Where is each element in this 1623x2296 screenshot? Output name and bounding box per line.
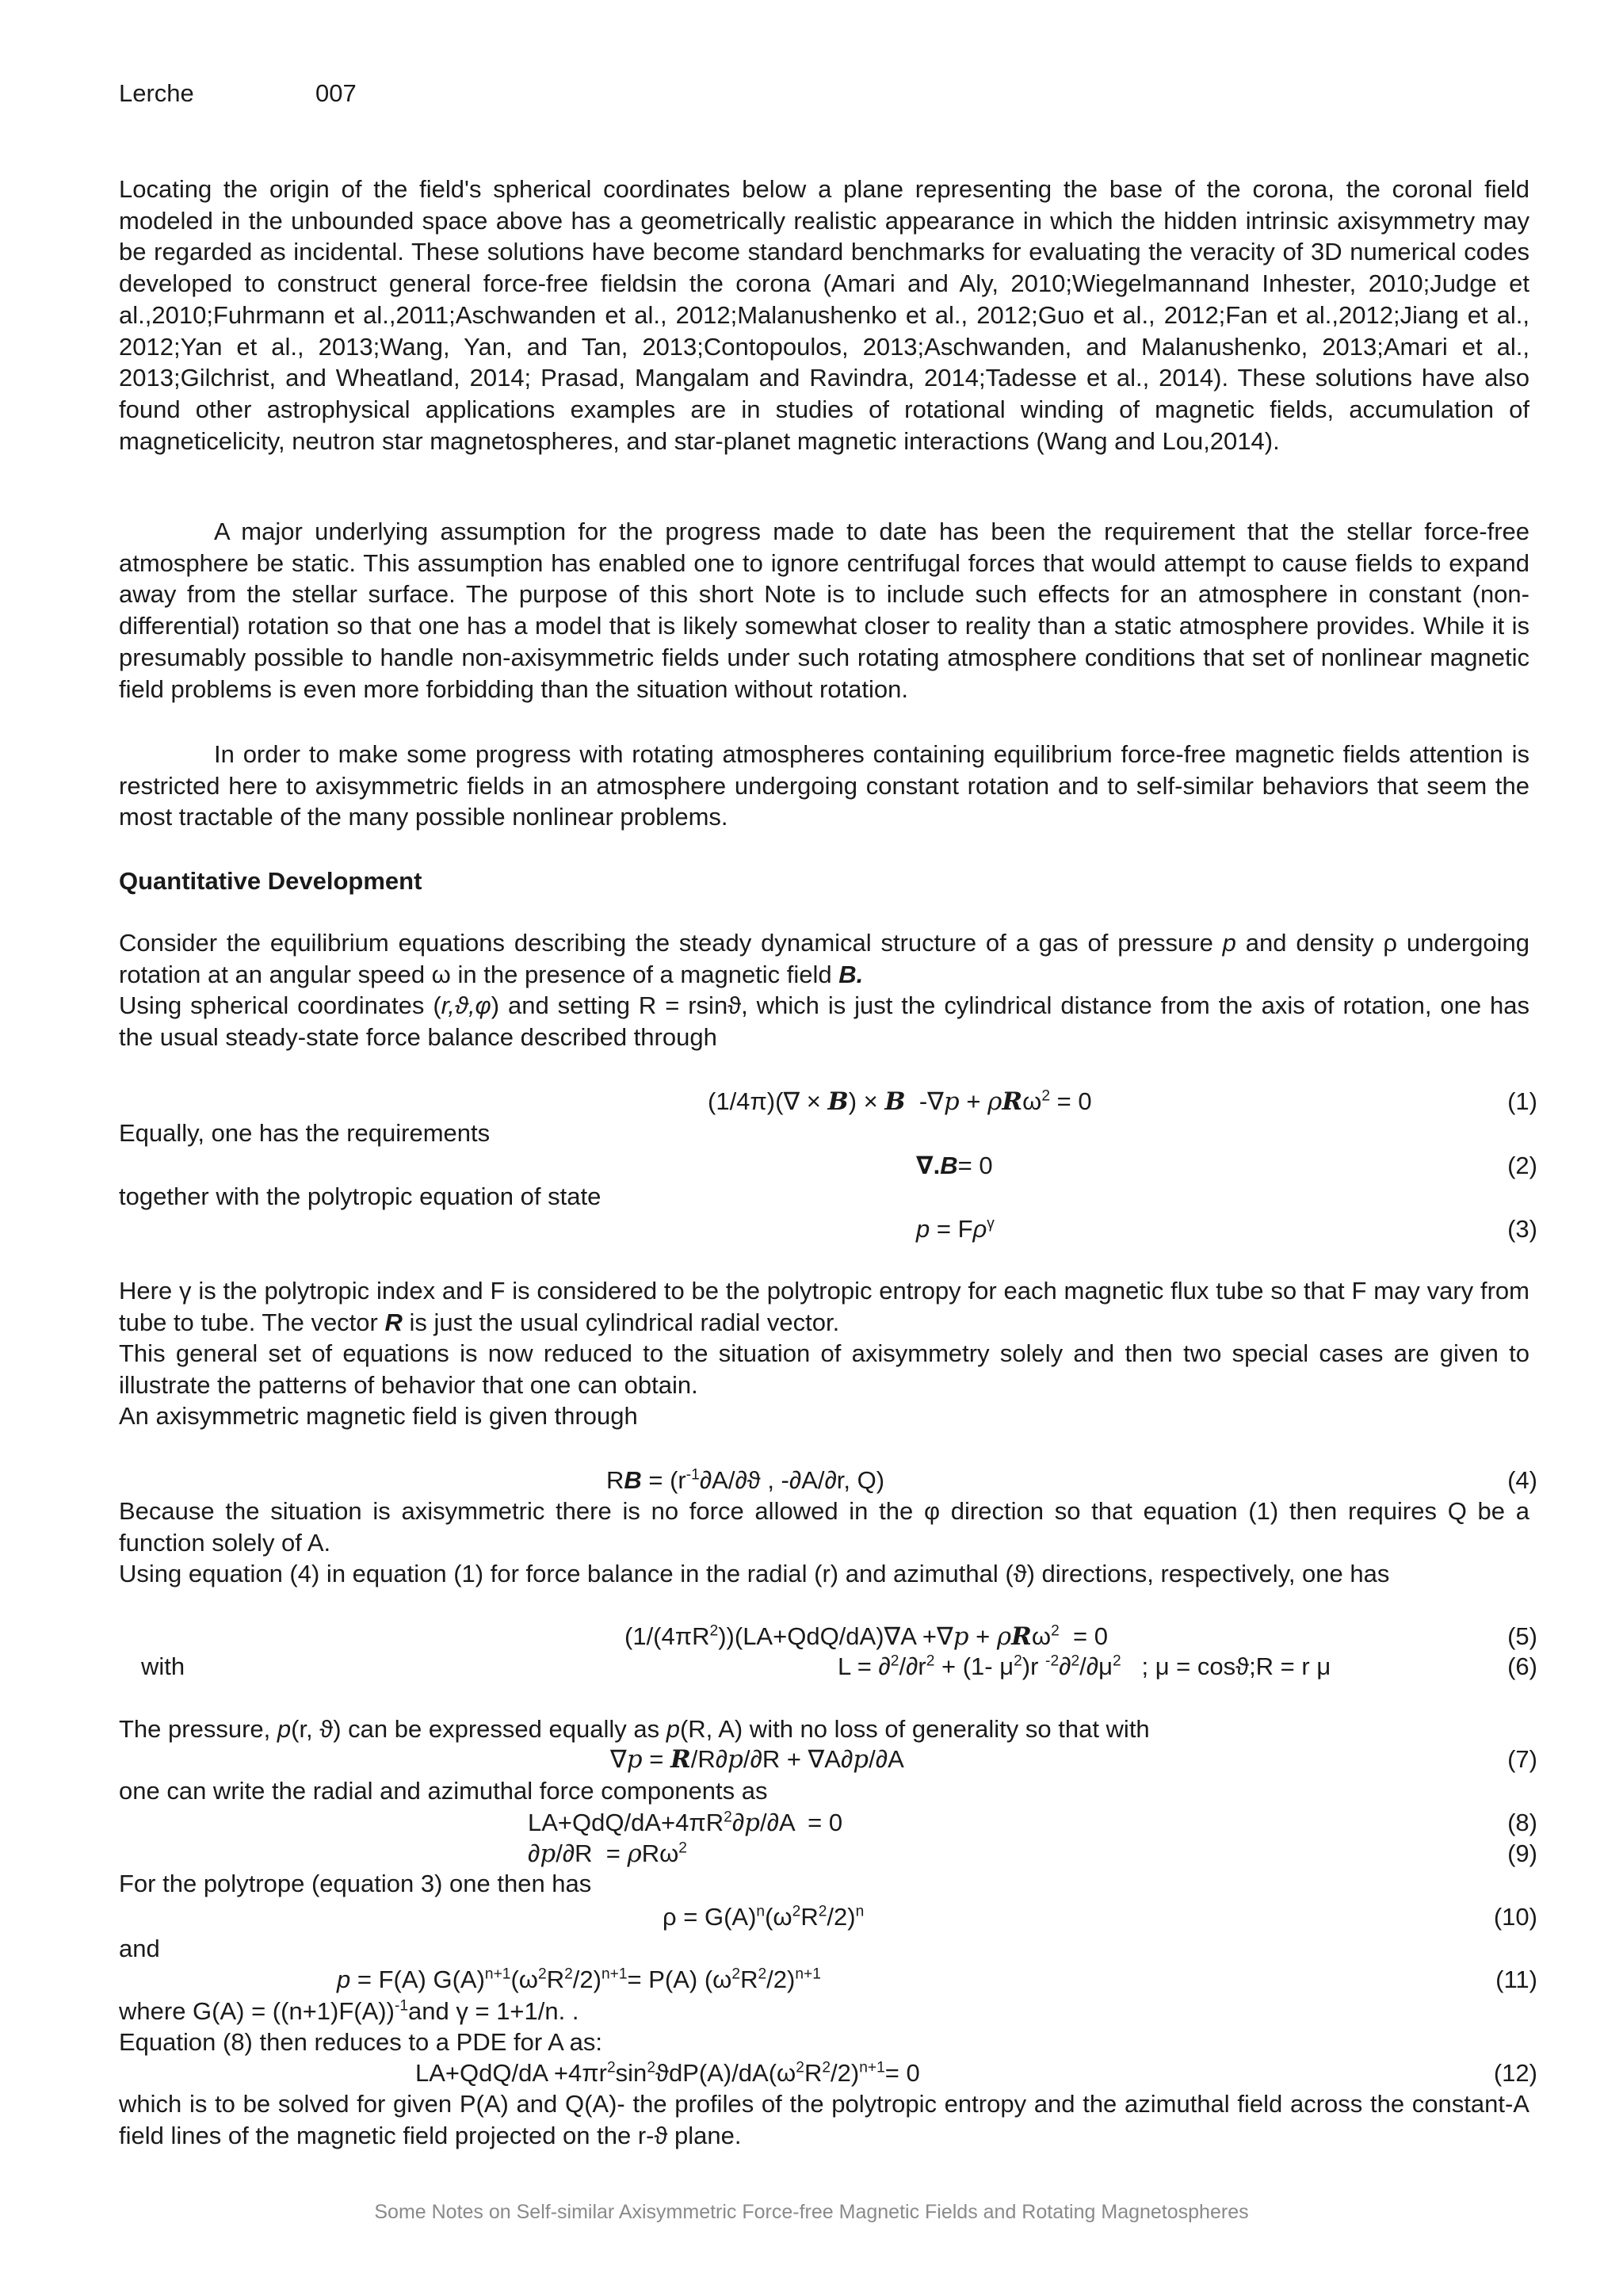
paragraph-general: This general set of equations is now reduced to the situation of axisymmetry solely and then two special cases are given to illustrate the patterns of behavior that one can obtain. [119, 1339, 1529, 1399]
text-where: where $G(A) = ((n+1)F(A))^{-1}and$ γ = 1+1/n. . [119, 1997, 579, 2025]
equation-number-6: (6) [1507, 1652, 1537, 1680]
equation-4: RB = ($r^{-1}\partial A/\partial ϑ$ , -∂A/∂r, Q) [606, 1466, 885, 1494]
equation-7: ∇p = R/R∂p/∂R + ∇A∂p/∂A [610, 1745, 904, 1774]
paragraph-using-eq4: Using equation (4) in equation (1) for force balance in the radial (r) and azimuthal (ϑ) directions, respectively, one has [119, 1560, 1390, 1587]
text-and: and [119, 1935, 160, 1962]
paragraph-2: A major underlying assumption for the progress made to date has been the requirement that the stellar force-free atmosphere be static. This assumption has enabled one to ignore centrifugal forces that would attempt to cause fields to expand away from the stellar surface. The purpose of this short Note is to include such effects for an atmosphere in constant (non-differential) rotation so that one has a model that is likely somewhat closer to reality than a static atmosphere provides. While it is presumably possible to handle non-axisymmetric fields under such rotating atmosphere conditions that set of nonlinear magnetic field problems is even more forbidding than the situation without rotation. [119, 518, 1529, 703]
paragraph-1: Locating the origin of the field's spherical coordinates below a plane representing the base of the corona, the coronal field modeled in the unbounded space above has a geometrically realistic appearance in which the hidden intrinsic axisymmetry may be regarded as incidental. These solutions have become standard benchmarks for evaluating the veracity of 3D numerical codes developed to construct general force-free fieldsin the corona (Amari and Aly, 2010;Wiegelmannand Inhester, 2010;Judge et al.,2010;Fuhrmann et al.,2011;Aschwanden et al., 2012;Malanushenko et al., 2012;Guo et al., 2012;Fan et al.,2012;Jiang et al., 2012;Yan et al., 2013;Wang, Yan, and Tan, 2013;Contopoulos, 2013;Aschwanden, and Malanushenko, 2013;Amari et al., 2013;Gilchrist, and Wheatland, 2014; Prasad, Mangalam and Ravindra, 2014;Tadesse et al., 2014). These solutions have also found other astrophysical applications examples are in studies of rotational winding of magnetic fields, accumulation of magneticelicity, neutron star magnetospheres, and star-planet magnetic interactions (Wang and Lou,2014). [119, 175, 1529, 455]
equation-3: $p = F\rho^\gamma$ [916, 1215, 995, 1243]
paragraph-using: Using spherical coordinates (r,ϑ,φ) and setting R = rsinϑ, which is just the cylindrical distance from the axis of rotation, one has the usual steady-state force balance described through [119, 991, 1530, 1051]
equation-1: (1/4π)(∇ × B) × B -∇p + ρRω$^2$ = 0 [708, 1087, 1092, 1116]
equation-number-11: (11) [1495, 1966, 1537, 1993]
equation-number-3: (3) [1507, 1215, 1537, 1243]
paragraph-here: Here γ is the polytropic index and F is considered to be the polytropic entropy for each magnetic flux tube so that F may vary from tube to tube. The vector R is just the usual cylindrical radial vector. [119, 1277, 1529, 1336]
equation-number-7: (7) [1507, 1745, 1537, 1773]
text-equally: Equally, one has the requirements [119, 1119, 491, 1147]
header-number: 007 [315, 79, 357, 107]
equation-9: ∂p/∂R = ρRω$^2$ [528, 1839, 687, 1868]
equation-11: p = F(A) $G(A)^{n+1}(\omega^2R^2/2)^{n+1}= P(A)$ $(\omega^2R^2/2)^{n+1}$ [337, 1966, 821, 1993]
equation-2: ∇.B= 0 [916, 1152, 993, 1179]
equation-number-9: (9) [1507, 1839, 1537, 1867]
equation-12: $LA+QdQ/dA +4\pi r^2\sin^2ϑdP(A)/dA(\omega^2R^2/2)^{n+1}= 0$ [415, 2059, 920, 2087]
equation-number-1: (1) [1507, 1087, 1537, 1115]
page-footer: Some Notes on Self-similar Axisymmetric Force-free Magnetic Fields and Rotating Magnetospheres [374, 2201, 1249, 2223]
equation-5: $(1/(4\pi R^2))(LA+QdQ/dA)\nabla A +\nabla p + \rho R\omega^2 = 0$ [624, 1622, 1108, 1651]
equation-number-8: (8) [1507, 1809, 1537, 1836]
header-author: Lerche [119, 79, 194, 107]
text-together: together with the polytropic equation of state [119, 1182, 601, 1210]
equation-number-12: (12) [1493, 2059, 1537, 2087]
text-eq8-reduces: Equation (8) then reduces to a PDE for A as: [119, 2028, 603, 2056]
paragraph-solved: which is to be solved for given P(A) and Q(A)- the profiles of the polytropic entropy and the azimuthal field across the constant-A field lines of the magnetic field projected on the r-ϑ plane. [119, 2090, 1529, 2149]
text-one-can: one can write the radial and azimuthal force components as [119, 1777, 768, 1805]
page-header [119, 79, 357, 108]
text-axisymmetric: An axisymmetric magnetic field is given through [119, 1402, 638, 1430]
equation-8: $LA+QdQ/dA+4\pi R^2\partial p/\partial A = 0$ [528, 1809, 843, 1837]
text-polytrope: For the polytrope (equation 3) one then has [119, 1870, 592, 1897]
text-pressure: The pressure, p(r, ϑ) can be expressed equally as p(R, A) with no loss of generality so that with [119, 1715, 1150, 1743]
paragraph-3: In order to make some progress with rotating atmospheres containing equilibrium force-free magnetic fields attention is restricted here to axisymmetric fields in an atmosphere undergoing constant rotation and to self-similar behaviors that seem the most tractable of the many possible nonlinear problems. [119, 740, 1529, 831]
paragraph-because: Because the situation is axisymmetric there is no force allowed in the φ direction so that equation (1) then requires Q be a function solely of A. [119, 1497, 1529, 1557]
equation-6: $L = \partial^2/\partial r^2 + (1-$ $\mu^2)r$ $^{-2}\partial^2/\partial\mu^2$ ; μ = cosϑ;R = r μ [838, 1652, 1331, 1680]
equation-10: $\rho = G(A)^n(\omega^2R^2/2)^n$ [663, 1903, 865, 1931]
equation-number-4: (4) [1507, 1466, 1537, 1494]
equation-number-2: (2) [1507, 1152, 1537, 1179]
paragraph-consider: Consider the equilibrium equations describing the steady dynamical structure of a gas of pressure p and density ρ undergoing rotation at an angular speed ω in the presence of a magnetic field B. [119, 929, 1529, 988]
equation-number-10: (10) [1493, 1903, 1537, 1931]
equation-number-5: (5) [1507, 1622, 1537, 1650]
text-with: with [141, 1652, 185, 1680]
section-heading: Quantitative Development [119, 867, 422, 895]
